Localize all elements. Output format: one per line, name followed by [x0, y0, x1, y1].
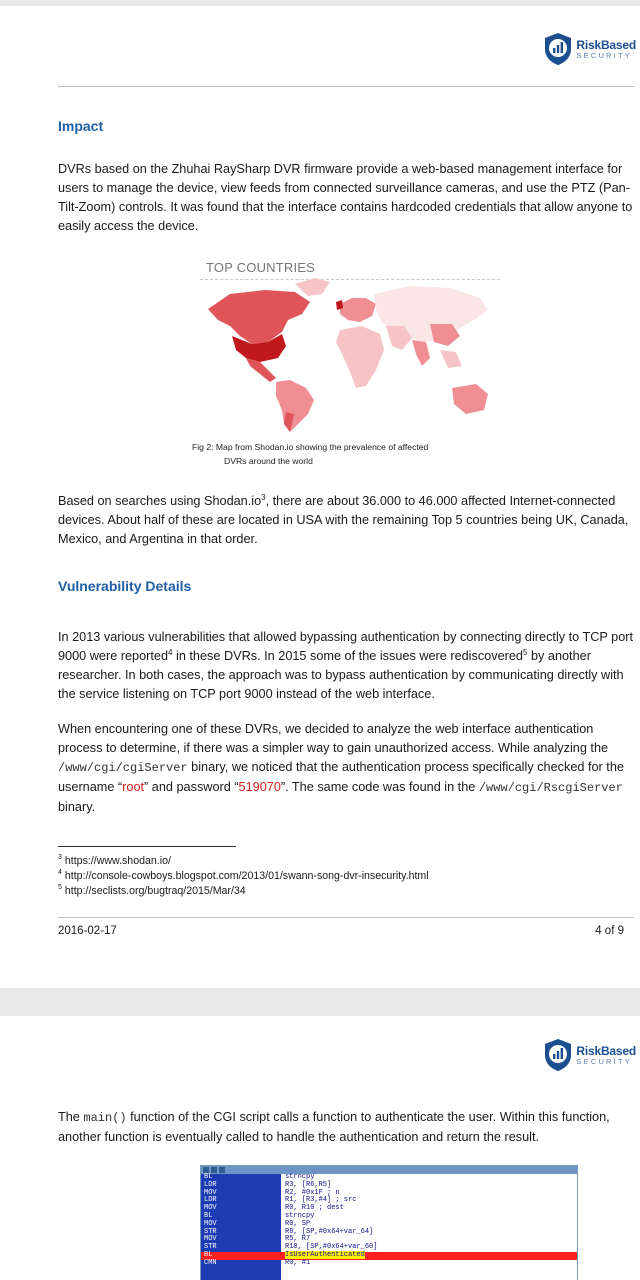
instruction-mnemonic: CMN [204, 1258, 217, 1267]
caption-line-2: DVRs around the world [224, 456, 313, 466]
shodan-text-2: , there are about 36.000 to 46.000 affected Internet-connected devices. About half of these are located in USA with the remaining Top 5 countries being UK, Canada, Mexico, and Argentina in that order. [58, 494, 629, 546]
instruction-mnemonic: MOV [204, 1188, 217, 1197]
vuln2-text-a: When encountering one of these DVRs, we decided to analyze the web interface authentication process to determine, if there was a simpler way to gain unauthorized access. While analyzing the [58, 722, 609, 755]
instruction-mnemonic: LDR [204, 1180, 217, 1189]
disassembly-screenshot [200, 1165, 578, 1280]
footnote-link[interactable]: http://console-cowboys.blogspot.com/2013/01/swann-song-dvr-insecurity.html [64, 870, 429, 882]
world-map-figure [190, 254, 500, 434]
map-region-south-america [276, 380, 314, 432]
p2-text-b: function of the CGI script calls a function to authenticate the user. Within this function, another function is eventually called to handle the authentication and return the result. [58, 1110, 610, 1144]
vuln-text-a: In 2013 various vulnerabilities that allowed bypassing authentication by connecting directly to TCP port 9000 were reported [58, 630, 634, 663]
p2-text-a: The [58, 1110, 84, 1124]
disassembly-line [201, 1260, 577, 1268]
footnote-num: 3 [58, 854, 62, 862]
map-region-europe [340, 298, 376, 322]
instruction-mnemonic: STR [204, 1227, 217, 1236]
shodan-text-1: Based on searches using Shodan.io [58, 494, 262, 508]
disassembly-toolbar [201, 1166, 577, 1174]
main-function-paragraph [58, 1108, 636, 1147]
world-map [190, 254, 500, 434]
instruction-mnemonic: STR [204, 1243, 217, 1252]
vulnerability-details-heading: Vulnerability Details [58, 578, 192, 594]
disassembly-line [201, 1221, 577, 1229]
vuln2-text-d: ”. The same code was found in the [280, 780, 479, 794]
footnote-link[interactable]: https://www.shodan.io/ [64, 855, 171, 867]
disassembly-line [201, 1213, 577, 1221]
footnote-link[interactable]: http://seclists.org/bugtraq/2015/Mar/34 [64, 885, 246, 897]
code-path-rscgiserver: /www/cgi/RscgiServer [478, 781, 623, 795]
map-region-canada [208, 290, 310, 344]
vuln2-text-b: binary, we noticed that the authentication process specifically checked for the username “ [58, 760, 624, 794]
disassembly-line [201, 1197, 577, 1205]
instruction-operands: IsUserAuthenticated [285, 1250, 365, 1259]
footnote-3 [58, 854, 429, 869]
footer-rule [58, 917, 634, 918]
instruction-mnemonic: LDR [204, 1196, 217, 1205]
impact-heading: Impact [58, 118, 104, 134]
map-title: TOP COUNTRIES [206, 260, 316, 275]
logo-tagline: SECURITY [576, 1056, 632, 1066]
disassembly-line [201, 1244, 577, 1252]
logo-tagline: SECURITY [576, 50, 632, 60]
instruction-operands: strncpy [285, 1211, 315, 1220]
vuln2-text-c: ” and password “ [144, 780, 239, 794]
map-region-india [412, 340, 430, 366]
disassembly-line [201, 1182, 577, 1190]
map-region-australia [452, 384, 488, 414]
disassembly-listing [201, 1174, 577, 1280]
vulnerability-paragraph-1 [58, 628, 636, 704]
footnote-4 [58, 869, 429, 884]
disassembly-line [201, 1205, 577, 1213]
hardcoded-password: 519070 [238, 780, 281, 794]
footnote-ref-5[interactable]: 5 [522, 647, 528, 657]
instruction-operands: R10, [SP,#0x64+var_60] [285, 1243, 378, 1252]
document-page-5 [0, 1016, 640, 1280]
disassembly-line [201, 1174, 577, 1182]
instruction-mnemonic: MOV [204, 1235, 217, 1244]
footnote-num: 4 [58, 869, 62, 877]
figure-caption [192, 440, 492, 468]
vuln-text-b: in these DVRs. In 2015 some of the issues were rediscovered [172, 649, 523, 663]
document-page-4 [0, 6, 640, 988]
code-main-function: main() [83, 1111, 127, 1125]
riskbased-security-logo [543, 1038, 636, 1072]
disassembly-line [201, 1236, 577, 1244]
code-path-cgiserver: /www/cgi/cgiServer [58, 761, 188, 775]
instruction-operands: R0, SP [285, 1219, 311, 1228]
map-region-greenland [295, 278, 330, 296]
riskbased-security-logo [543, 32, 636, 66]
map-region-southeast-asia [440, 350, 462, 368]
disassembly-line [201, 1252, 577, 1260]
vulnerability-paragraph-2 [58, 720, 636, 817]
disassembly-line [201, 1229, 577, 1237]
footer-date: 2016-02-17 [58, 925, 117, 937]
instruction-operands: R2, #0x1F ; n [285, 1188, 340, 1197]
shield-icon [543, 32, 573, 66]
footer-page-number: 4 of 9 [595, 925, 624, 937]
instruction-operands: R1, [R3,#4] ; src [285, 1196, 357, 1205]
disassembly-line [201, 1190, 577, 1198]
hardcoded-username: root [122, 780, 145, 794]
instruction-mnemonic: MOV [204, 1204, 217, 1213]
footnote-ref-3[interactable]: 3 [261, 492, 266, 502]
header-rule [58, 86, 634, 87]
instruction-mnemonic: MOV [204, 1219, 217, 1228]
instruction-mnemonic: BL [204, 1173, 213, 1181]
logo-name: RiskBased [576, 1043, 636, 1058]
instruction-operands: R0, #1 [285, 1258, 311, 1267]
instruction-operands: strncpy [285, 1173, 315, 1181]
shield-icon [543, 1038, 573, 1072]
footnote-rule [58, 846, 236, 847]
instruction-mnemonic: BL [204, 1250, 213, 1259]
vuln-text-c: by another researcher. In both cases, the approach was to bypass authentication by communicating directly with the service listening on TCP port 9000 instead of the web interface. [58, 649, 624, 701]
caption-line-1: Fig 2: Map from Shodan.io showing the prevalence of affected [192, 442, 429, 452]
footnote-num: 5 [58, 884, 62, 892]
instruction-mnemonic: BL [204, 1211, 213, 1220]
logo-name: RiskBased [576, 37, 636, 52]
map-region-africa [336, 326, 384, 388]
instruction-operands: R8, [SP,#0x64+var_64] [285, 1227, 374, 1236]
instruction-operands: R0, R10 ; dest [285, 1204, 344, 1213]
footnote-ref-4[interactable]: 4 [168, 647, 173, 657]
instruction-operands: R5, R7 [285, 1235, 311, 1244]
vuln2-text-e: binary. [58, 800, 96, 814]
footnotes [58, 854, 429, 899]
footnote-5 [58, 884, 429, 899]
impact-paragraph: DVRs based on the Zhuhai RaySharp DVR firmware provide a web-based management interface for users to manage the device, view feeds from connected surveillance cameras, and use the PTZ (Pan-Tilt-Zoom) controls. It was found that the interface contains hardcoded credentials that allow anyone to easily access the device. [58, 162, 633, 233]
instruction-operands: R3, [R6,R5] [285, 1180, 332, 1189]
shodan-paragraph [58, 492, 636, 549]
